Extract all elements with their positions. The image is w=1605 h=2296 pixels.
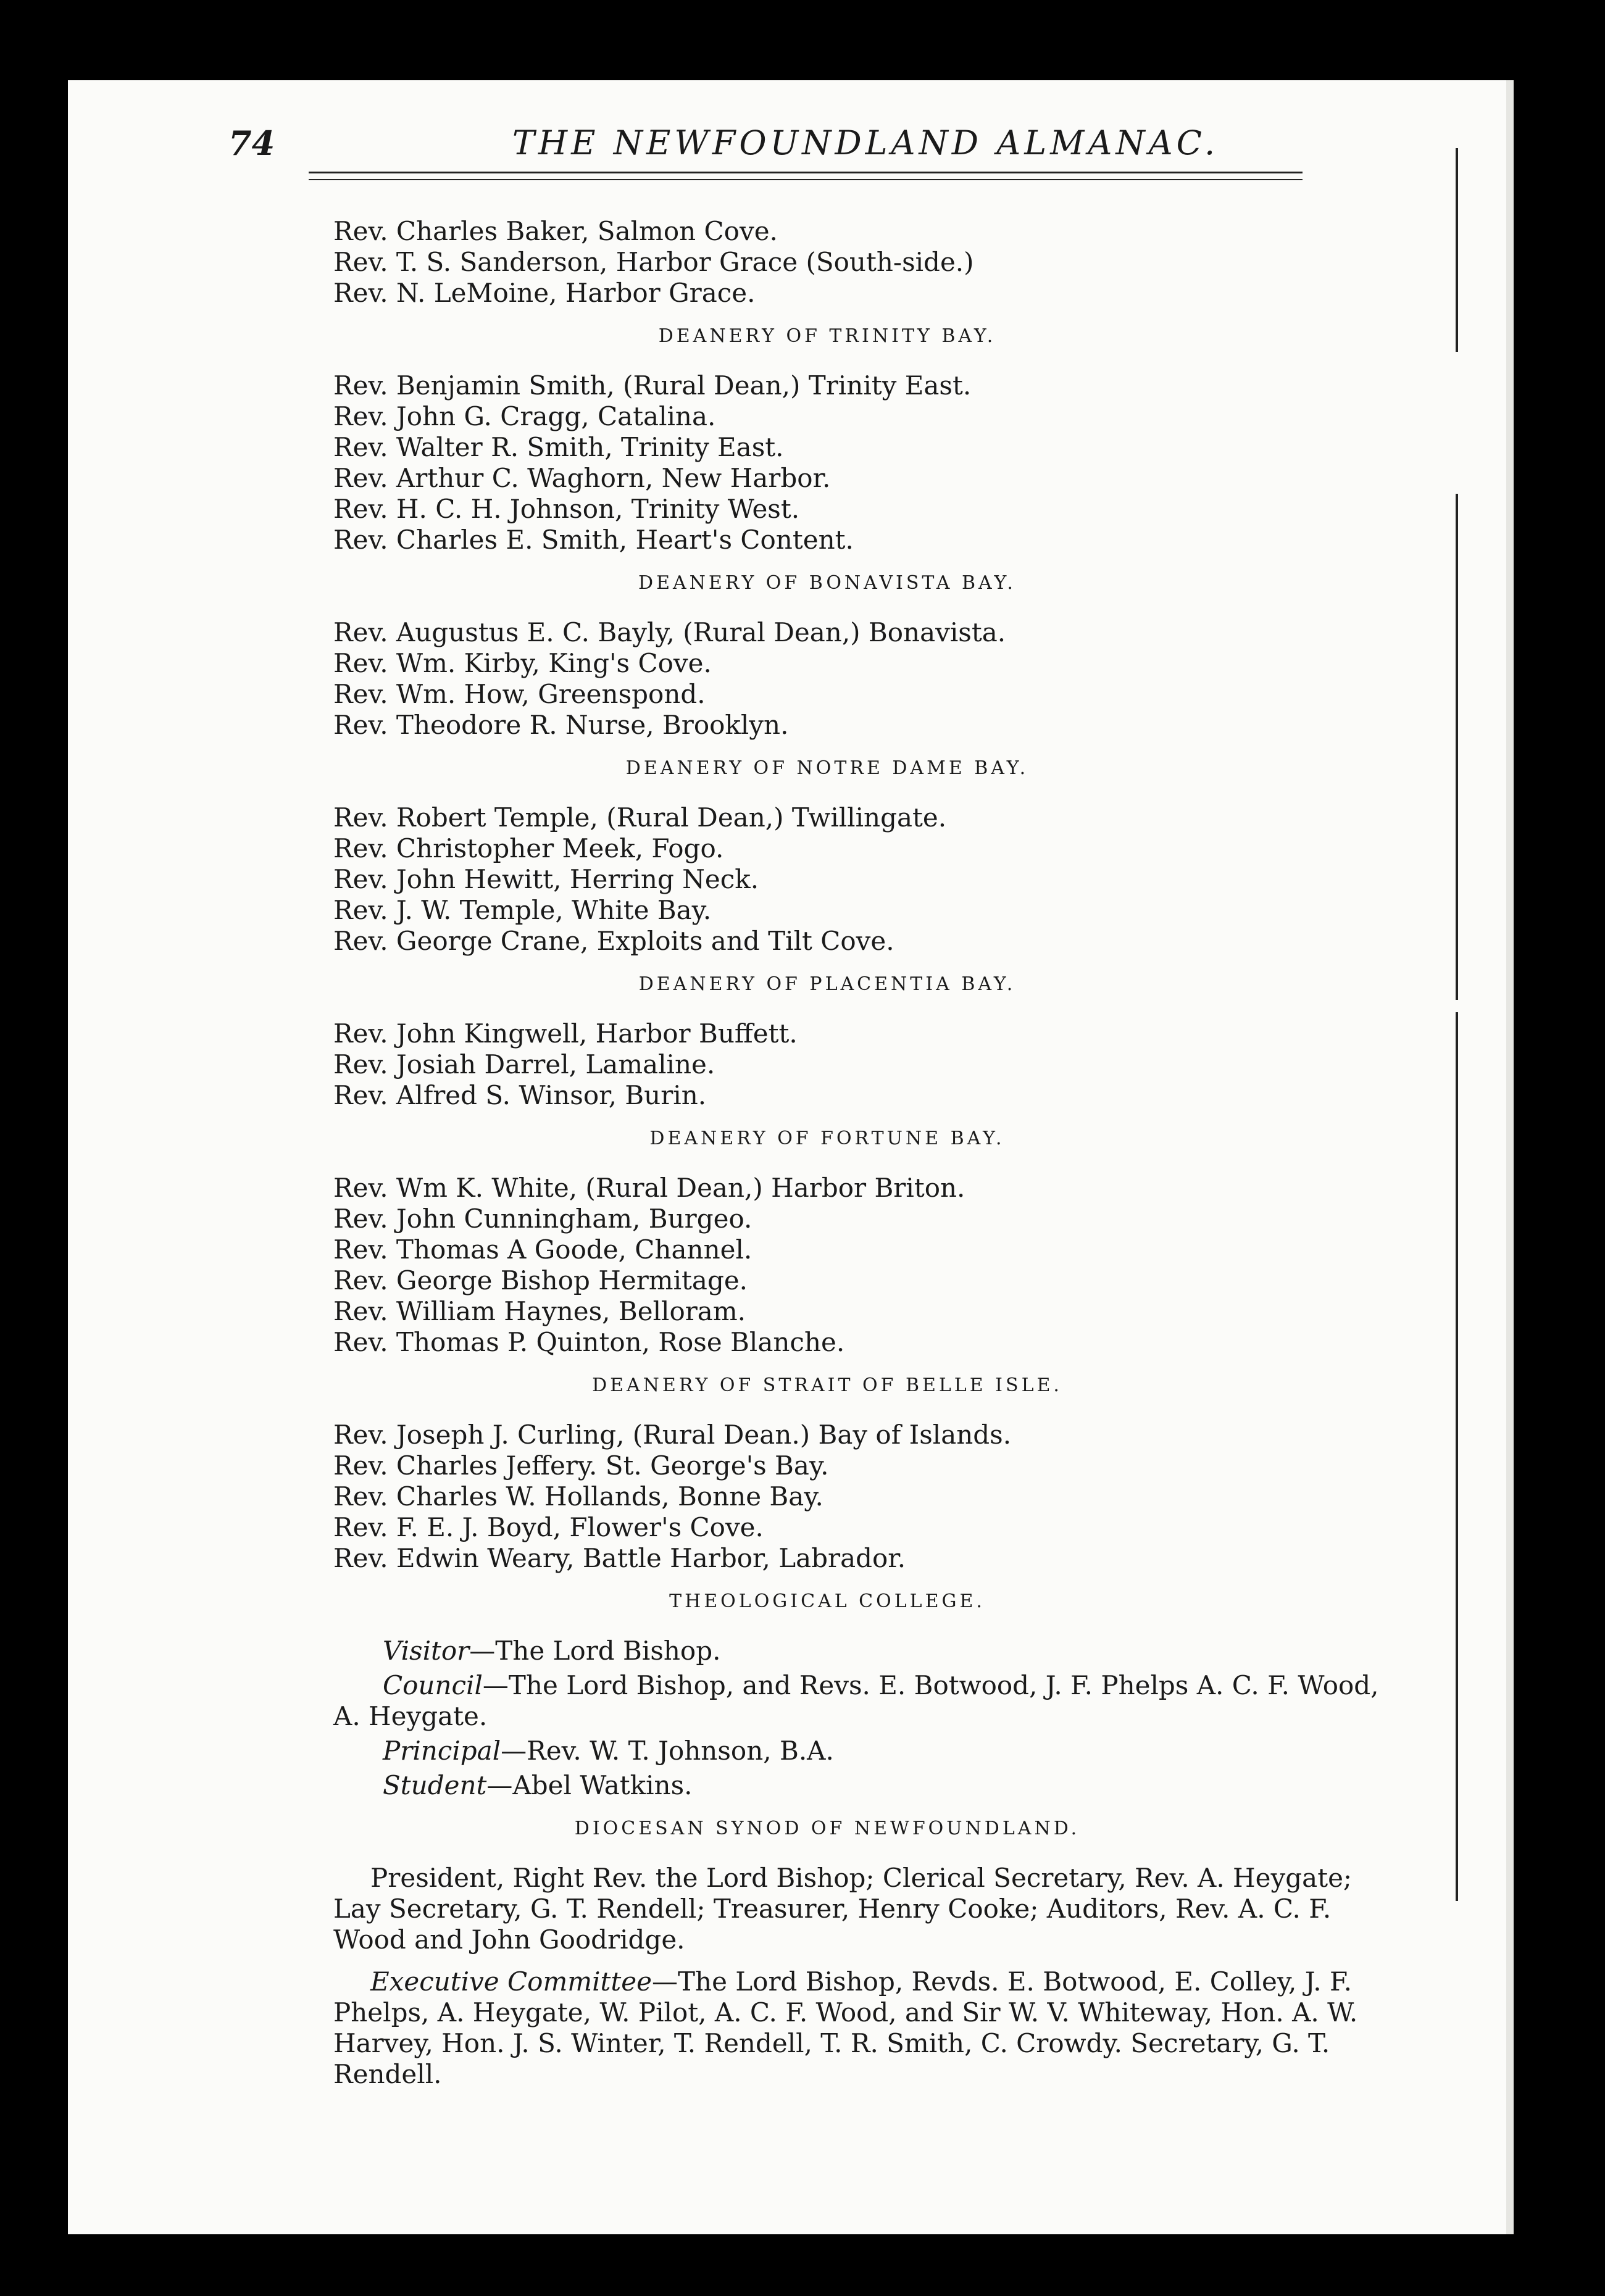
- role-text: —Rev. W. T. Johnson, B.A.: [501, 1736, 834, 1766]
- deanery-section: [333, 1370, 1395, 1574]
- clergy-entry: Rev. Alfred S. Winsor, Burin.: [333, 1080, 707, 1110]
- clergy-entry: Rev. Thomas P. Quinton, Rose Blanche.: [333, 1327, 845, 1357]
- clergy-entry: Rev. John G. Cragg, Catalina.: [333, 401, 716, 431]
- synod-section: [333, 1813, 1395, 2090]
- gutter-line: [1456, 1012, 1458, 1901]
- section-heading: DIOCESAN SYNOD OF NEWFOUNDLAND.: [574, 1818, 1080, 1839]
- role-text: —Abel Watkins.: [486, 1770, 693, 1800]
- running-title: THE NEWFOUNDLAND ALMANAC.: [512, 123, 1219, 162]
- role-label: Principal: [383, 1736, 501, 1766]
- clergy-entry: Rev. H. C. H. Johnson, Trinity West.: [333, 494, 800, 524]
- section-heading: THEOLOGICAL COLLEGE.: [669, 1591, 985, 1612]
- page-header: [228, 123, 1315, 173]
- section-heading: DEANERY OF PLACENTIA BAY.: [638, 973, 1016, 995]
- clergy-entry: Rev. George Bishop Hermitage.: [333, 1265, 748, 1296]
- role-text: —The Lord Bishop, and Revs. E. Botwood, J. F. Phelps A. C. F. Wood, A. Heygate.: [333, 1670, 1379, 1731]
- clergy-entry: Rev. Wm K. White, (Rural Dean,) Harbor Briton.: [333, 1173, 965, 1203]
- page-body: [333, 216, 1395, 2102]
- clergy-entry: Rev. Wm. How, Greenspond.: [333, 679, 706, 709]
- clergy-entry: Rev. Charles Jeffery. St. George's Bay.: [333, 1450, 829, 1481]
- page-number: 74: [228, 123, 275, 163]
- role-text: —The Lord Bishop.: [469, 1636, 721, 1666]
- clergy-entry: Rev. William Haynes, Belloram.: [333, 1296, 746, 1326]
- clergy-entry: Rev. Josiah Darrel, Lamaline.: [333, 1049, 715, 1079]
- clergy-entry: Rev. John Cunningham, Burgeo.: [333, 1204, 752, 1234]
- clergy-entry: Rev. John Hewitt, Herring Neck.: [333, 864, 759, 894]
- header-rule: [309, 179, 1303, 180]
- role-label: Executive Committee: [370, 1966, 652, 1997]
- deanery-section: [333, 969, 1395, 1111]
- deanery-section: [333, 1123, 1395, 1358]
- clergy-entry: Rev. John Kingwell, Harbor Buffett.: [333, 1018, 798, 1049]
- role-label: Council: [383, 1670, 483, 1700]
- deanery-section: [333, 753, 1395, 957]
- synod-officers: President, Right Rev. the Lord Bishop; Clerical Secretary, Rev. A. Heygate; Lay Secretary, G. T. Rendell; Treasurer, Henry Cooke; Auditors, Rev. A. C. F. Wood and John Goodridge.: [333, 1863, 1353, 1955]
- section-heading: DEANERY OF BONAVISTA BAY.: [638, 572, 1016, 594]
- college-student: [383, 1770, 1395, 1801]
- clergy-entry: Rev. Robert Temple, (Rural Dean,) Twillingate.: [333, 802, 947, 833]
- clergy-entry: Rev. Benjamin Smith, (Rural Dean,) Trinity East.: [333, 370, 972, 401]
- clergy-entry: Rev. Augustus E. C. Bayly, (Rural Dean,) Bonavista.: [333, 617, 1006, 647]
- clergy-entry: Rev. George Crane, Exploits and Tilt Cove.: [333, 926, 894, 956]
- role-text: —The Lord Bishop, Revds. E. Botwood, E. Colley, J. F. Phelps, A. Heygate, W. Pilot, A. C. F. Wood, and Sir W. V. Whiteway, Hon. A. W. Harvey, Hon. J. S. Winter, T. Rendell, T. R. Smith, C. Crowdy. Secretary, G. T. Rendell.: [333, 1966, 1358, 2089]
- synod-executive-committee: [333, 1966, 1395, 2090]
- section-heading: DEANERY OF STRAIT OF BELLE ISLE.: [592, 1375, 1062, 1396]
- deanery-section: [333, 321, 1395, 555]
- clergy-entry: Rev. Charles Baker, Salmon Cove.: [333, 216, 778, 246]
- section-heading: DEANERY OF FORTUNE BAY.: [649, 1128, 1005, 1149]
- header-rule: [309, 172, 1303, 173]
- clergy-entry: Rev. Thomas A Goode, Channel.: [333, 1234, 752, 1265]
- deanery-section: [333, 568, 1395, 741]
- section-heading: DEANERY OF TRINITY BAY.: [658, 325, 996, 347]
- role-label: Visitor: [383, 1636, 470, 1666]
- clergy-entry: Rev. Wm. Kirby, King's Cove.: [333, 648, 712, 678]
- clergy-entry: Rev. Edwin Weary, Battle Harbor, Labrador.: [333, 1543, 906, 1573]
- section-heading: DEANERY OF NOTRE DAME BAY.: [625, 757, 1029, 779]
- clergy-entry: Rev. Charles W. Hollands, Bonne Bay.: [333, 1481, 823, 1512]
- opening-entries: [333, 216, 1395, 309]
- clergy-entry: Rev. Arthur C. Waghorn, New Harbor.: [333, 463, 831, 493]
- clergy-entry: Rev. Christopher Meek, Fogo.: [333, 833, 724, 863]
- college-visitor: [383, 1636, 1395, 1666]
- clergy-entry: Rev. Walter R. Smith, Trinity East.: [333, 432, 784, 462]
- clergy-entry: Rev. Theodore R. Nurse, Brooklyn.: [333, 710, 789, 740]
- clergy-entry: Rev. J. W. Temple, White Bay.: [333, 895, 712, 925]
- college-principal: [383, 1736, 1395, 1766]
- clergy-entry: Rev. Joseph J. Curling, (Rural Dean.) Bay of Islands.: [333, 1420, 1012, 1450]
- page-edge: [1506, 80, 1514, 2234]
- gutter-line: [1456, 148, 1458, 352]
- clergy-entry: Rev. T. S. Sanderson, Harbor Grace (South-side.): [333, 247, 974, 277]
- clergy-entry: Rev. F. E. J. Boyd, Flower's Cove.: [333, 1512, 764, 1542]
- role-label: Student: [383, 1770, 487, 1800]
- college-council: [333, 1670, 1395, 1732]
- college-section: [333, 1586, 1395, 1801]
- clergy-entry: Rev. N. LeMoine, Harbor Grace.: [333, 278, 756, 308]
- gutter-line: [1456, 494, 1458, 1000]
- clergy-entry: Rev. Charles E. Smith, Heart's Content.: [333, 525, 854, 555]
